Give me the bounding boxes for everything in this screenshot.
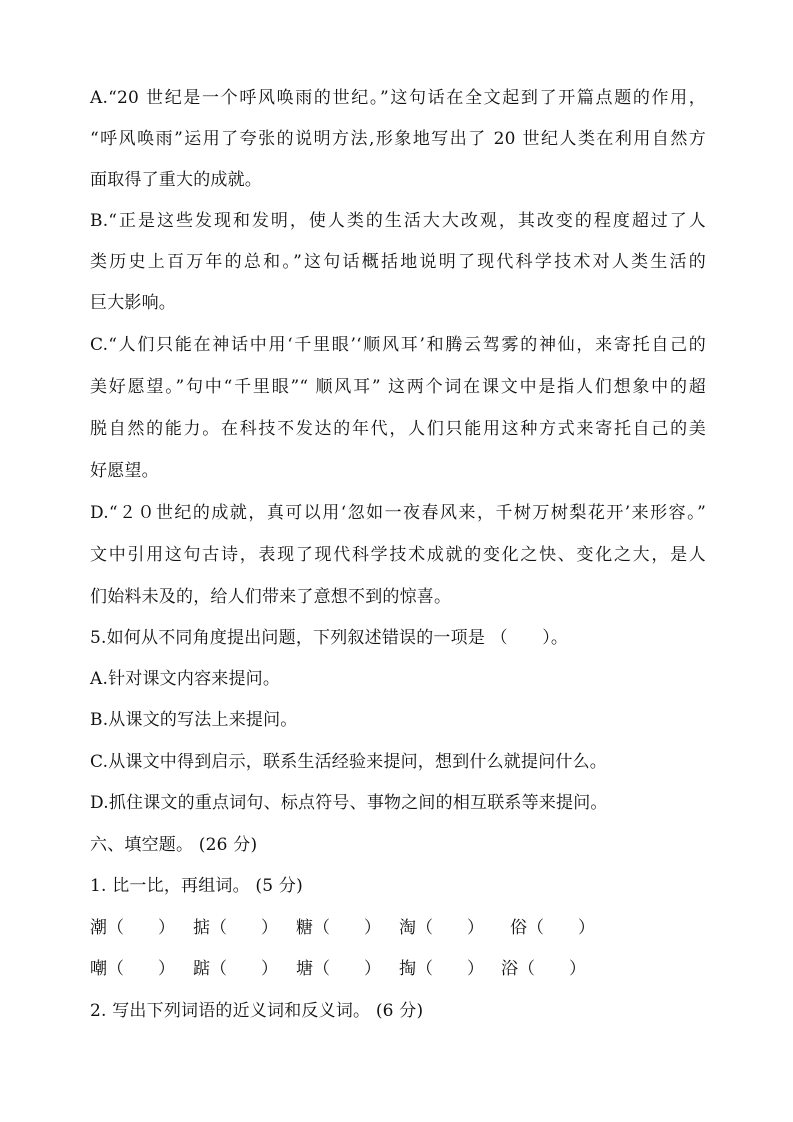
q4-option-a-line1: A.“20 世纪是一个呼风唤雨的世纪。”这句话在全文起到了开篇点题的作用， bbox=[90, 88, 706, 108]
q4-option-b-line1: B.“正是这些发现和发明，使人类的生活大大改观，其改变的程度超过了人 bbox=[90, 211, 706, 231]
word-blank-dian[interactable]: 掂（ ） bbox=[193, 918, 278, 938]
word-blank-chao2[interactable]: 嘲（ ） bbox=[90, 959, 175, 979]
q4-option-c-line3: 脱自然的能力。在科技不发达的年代，人们只能用这种方式来寄托自己的美 bbox=[90, 419, 706, 439]
q4-option-d-line1: D.“２０世纪的成就，真可以用‘忽如一夜春风来，千树万树梨花开’来形容。” bbox=[90, 503, 706, 523]
word-blank-tang2[interactable]: 塘（ ） bbox=[296, 959, 381, 979]
q5-option-d: D.抓住课文的重点词句、标点符号、事物之间的相互联系等来提问。 bbox=[90, 793, 608, 813]
q4-option-c-line4: 好愿望。 bbox=[90, 461, 159, 481]
q4-option-c-line1: C.“人们只能在神话中用‘千里眼’‘顺风耳’和腾云驾雾的神仙，来寄托自己的 bbox=[90, 335, 706, 355]
word-blank-tao[interactable]: 淘（ ） bbox=[399, 918, 484, 938]
word-compare-row-2 bbox=[90, 958, 710, 980]
q5-option-c: C.从课文中得到启示，联系生活经验来提问，想到什么就提问什么。 bbox=[90, 752, 608, 772]
q4-option-a-line2: “呼风唤雨”运用了夸张的说明方法,形象地写出了 20 世纪人类在利用自然方 bbox=[90, 129, 706, 149]
word-blank-su[interactable]: 俗（ ） bbox=[510, 918, 595, 938]
word-blank-chao[interactable]: 潮（ ） bbox=[90, 918, 175, 938]
word-compare-row-1 bbox=[90, 917, 710, 939]
q5-option-a: A.针对课文内容来提问。 bbox=[90, 669, 281, 689]
word-blank-tang[interactable]: 糖（ ） bbox=[296, 918, 381, 938]
word-blank-tao2[interactable]: 掏（ ） bbox=[399, 959, 484, 979]
q4-option-d-line3: 们始料未及的，给人们带来了意想不到的惊喜。 bbox=[90, 587, 452, 607]
section6-q2-prompt: 2. 写出下列词语的近义词和反义词。 (6 分) bbox=[90, 1001, 424, 1021]
word-blank-dian2[interactable]: 踮（ ） bbox=[193, 959, 278, 979]
q5-stem: 5.如何从不同角度提出问题，下列叙述错误的一项是 （ ）。 bbox=[90, 628, 569, 648]
q4-option-d-line2: 文中引用这句古诗，表现了现代科学技术成就的变化之快、变化之大，是人 bbox=[90, 545, 706, 565]
q4-option-b-line2: 类历史上百万年的总和。”这句话概括地说明了现代科学技术对人类生活的 bbox=[90, 252, 706, 272]
q5-option-b: B.从课文的写法上来提问。 bbox=[90, 710, 298, 730]
q4-option-a-line3: 面取得了重大的成就。 bbox=[90, 170, 262, 190]
q4-option-c-line2: 美好愿望。”句中“千里眼”“ 顺风耳” 这两个词在课文中是指人们想象中的超 bbox=[90, 377, 706, 397]
q4-option-b-line3: 巨大影响。 bbox=[90, 293, 176, 313]
section6-q1-prompt: 1. 比一比，再组词。 (5 分) bbox=[90, 876, 303, 896]
section6-heading: 六、填空题。 (26 分) bbox=[90, 835, 258, 855]
word-blank-yu[interactable]: 浴（ ） bbox=[501, 959, 586, 979]
